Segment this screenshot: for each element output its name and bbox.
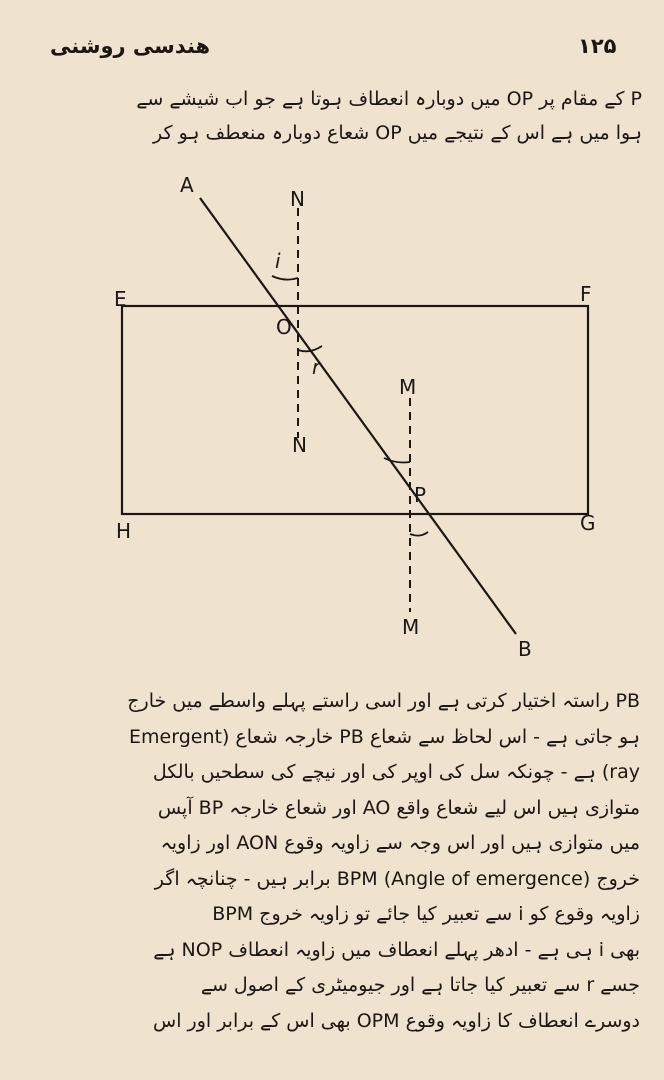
label-N-top: N: [290, 187, 305, 211]
ray-AB: [200, 198, 516, 634]
label-P: P: [414, 483, 427, 507]
text-line: متوازی ہیں اس لیے شعاع واقع AO اور شعاع خارجہ BP آپس: [157, 796, 640, 819]
label-N-bottom: N: [292, 433, 307, 457]
label-H: H: [116, 519, 132, 543]
label-M-bottom: M: [402, 615, 420, 639]
text-line: میں متوازی ہیں اور اس وجہ سے زاویہ وقوع AON اور زاویہ: [160, 832, 640, 854]
top-paragraph: [56, 82, 642, 150]
label-M-top: M: [399, 375, 417, 399]
refraction-diagram: [0, 160, 664, 680]
text-line: ہوا میں ہے اس کے نتیجے میں OP شعاع دوبارہ منعطف ہو کر: [153, 122, 642, 144]
bottom-paragraph: [54, 684, 640, 1039]
angle-bpm-arc: [410, 532, 428, 536]
text-line: PB راستہ اختیار کرتی ہے اور اسی راستے پہلے واسطے میں خارج: [127, 690, 640, 712]
text-line: دوسرے انعطاف کا زاویہ وقوع OPM بھی اس کے برابر اور اس: [153, 1009, 640, 1032]
page-header-title: هندسی روشنی: [50, 34, 211, 58]
page-number: ۱۲۵: [578, 34, 617, 58]
text-line: P کے مقام پر OP میں دوبارہ انعطاف ہوتا ہے جو اب شیشے سے: [136, 88, 642, 110]
label-angle-i: i: [275, 249, 281, 273]
angle-i-arc: [272, 276, 298, 280]
text-line: بھی i ہی ہے - ادھر پہلے انعطاف میں زاویہ انعطاف NOP ہے: [153, 938, 640, 961]
text-line: ہو جاتی ہے - اس لحاظ سے شعاع PB خارجہ شعاع (Emergent: [129, 725, 640, 748]
label-E: E: [114, 287, 127, 311]
label-angle-r: r: [312, 355, 321, 379]
label-O: O: [276, 315, 292, 339]
label-F: F: [580, 282, 592, 306]
text-line: زاویہ وقوع کو i سے تعبیر کیا جائے تو زاویہ خروج BPM: [212, 903, 640, 925]
text-line: ray) ہے - چونکہ سل کی اوپر کی اور نیچے کی سطحیں بالکل: [152, 761, 640, 783]
label-B: B: [518, 637, 532, 661]
text-line: جسے r سے تعبیر کیا جاتا ہے اور جیومیٹری کے اصول سے: [200, 974, 640, 996]
label-A: A: [180, 173, 194, 197]
text-line: خروج BPM (Angle of emergence) برابر ہیں - چنانچہ اگر: [154, 867, 640, 890]
label-G: G: [580, 511, 596, 535]
